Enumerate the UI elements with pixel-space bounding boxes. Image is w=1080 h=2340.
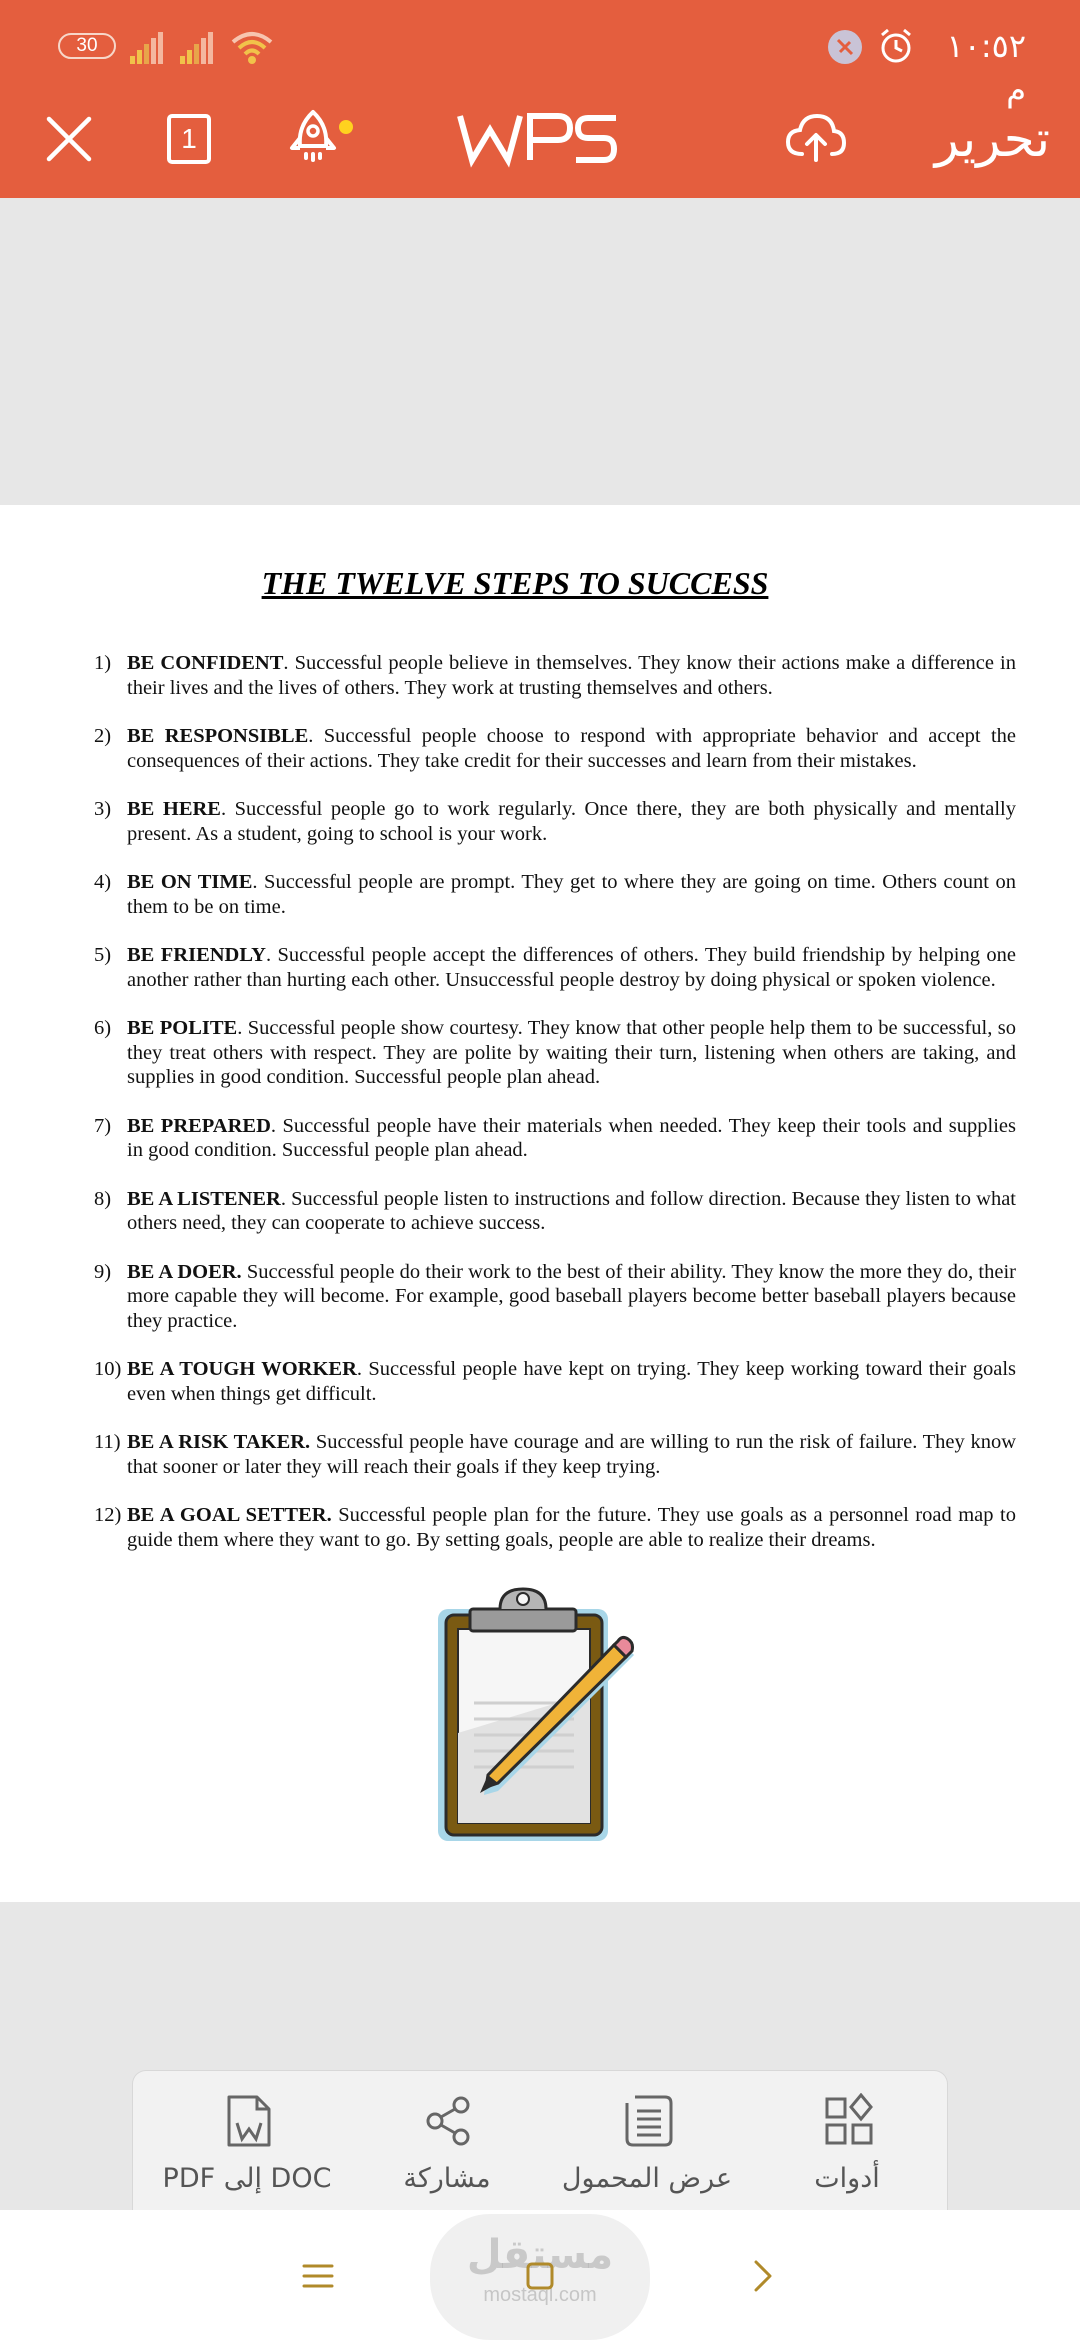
list-item — [94, 1016, 1016, 1090]
tools-icon — [823, 2093, 875, 2149]
step-number: 10) — [94, 1358, 122, 1380]
step-heading: BE CONFIDENT — [127, 652, 284, 674]
step-number: 5) — [94, 944, 112, 966]
step-text: . Successful people listen to instructions and follow direction. Because they listen to what others need, they can cooperate to achieve success. — [127, 1187, 1016, 1234]
alarm-icon — [876, 26, 916, 66]
menu-icon[interactable] — [294, 2252, 342, 2300]
step-heading: BE A GOAL SETTER. — [127, 1504, 332, 1526]
step-text: . Successful people have their materials when needed. They keep their tools and supplies in good condition. Successful people plan ahead. — [127, 1114, 1016, 1161]
tool-label: أدوات — [814, 2163, 880, 2194]
step-heading: BE RESPONSIBLE — [127, 725, 309, 747]
tool-label: عرض المحمول — [561, 2163, 733, 2194]
status-bar — [0, 0, 1080, 109]
battery-indicator: 30 — [58, 33, 116, 59]
step-text: . Successful people believe in themselves. They know their actions make a difference in their lives and the lives of others. They work at trusting themselves and others. — [127, 652, 1017, 699]
list-item — [94, 943, 1016, 992]
step-number: 4) — [94, 871, 112, 893]
step-text: Successful people plan for the future. They use goals as a personnel road map to guide them where they want to go. By setting goals, people are able to realize their dreams. — [127, 1504, 1016, 1551]
share-icon — [423, 2093, 475, 2149]
signal-strength-icon — [178, 30, 220, 64]
home-icon[interactable] — [516, 2252, 564, 2300]
step-number: 7) — [94, 1114, 112, 1137]
step-heading: BE A DOER. — [127, 1260, 242, 1283]
tabs-button[interactable] — [154, 104, 224, 174]
tools-button[interactable] — [747, 2071, 947, 2211]
bottom-toolbar — [132, 2070, 948, 2210]
step-heading: BE FRIENDLY — [127, 944, 266, 966]
step-heading: BE POLITE — [127, 1017, 238, 1039]
system-nav-bar — [0, 2210, 1080, 2340]
step-number: 9) — [94, 1260, 112, 1283]
step-heading: BE ON TIME — [127, 871, 253, 893]
list-item — [94, 724, 1016, 773]
document-page[interactable] — [0, 505, 1080, 1902]
step-text: . Successful people are prompt. They get to where they are going on time. Others count on them to be on time. — [127, 871, 1016, 918]
step-text: . Successful people go to work regularly. Once there, they are both physically and mentally present. As a student, going to school is your work. — [127, 798, 1016, 845]
clipboard-pencil-illustration — [434, 1583, 644, 1847]
top-bar — [0, 0, 1080, 198]
back-icon[interactable] — [738, 2252, 786, 2300]
watermark-arabic: مستقل — [466, 2232, 614, 2278]
list-item — [94, 1430, 1016, 1479]
upload-cloud-icon[interactable] — [780, 104, 850, 174]
mobile-view-button[interactable] — [547, 2071, 747, 2211]
wifi-icon — [230, 28, 274, 66]
list-item — [94, 1357, 1016, 1406]
step-text: . Successful people show courtesy. They know that other people help them to be successful, so they treat others with respect. They are polite by waiting their turn, listening when others are taking, and supplies in good condition. Successful people plan ahead. — [127, 1017, 1016, 1088]
document-title: THE TWELVE STEPS TO SUCCESS — [261, 565, 769, 601]
list-item — [94, 797, 1016, 846]
pdf-to-doc-button[interactable] — [147, 2071, 347, 2211]
step-text: Successful people have courage and are willing to run the risk of failure. They know that sooner or later they will reach their goals if they keep trying. — [127, 1431, 1016, 1478]
step-heading: BE PREPARED — [127, 1114, 271, 1137]
step-text: . Successful people choose to respond with appropriate behavior and accept the consequences of their actions. They take credit for their successes and learn from their mistakes. — [127, 725, 1016, 772]
step-number: 6) — [94, 1017, 112, 1039]
step-number: 1) — [94, 652, 112, 674]
watermark-latin: mostaql.com — [483, 2284, 597, 2306]
list-item — [94, 1187, 1016, 1236]
steps-list — [94, 651, 1016, 1576]
share-button[interactable] — [347, 2071, 547, 2211]
step-text: . Successful people have kept on trying. They keep working toward their goals even when things get difficult. — [127, 1358, 1016, 1405]
list-item — [94, 1260, 1016, 1334]
signal-strength-icon — [128, 30, 170, 64]
tool-label: مشاركة — [403, 2163, 491, 2194]
list-item — [94, 870, 1016, 919]
step-heading: BE A RISK TAKER. — [127, 1431, 311, 1453]
list-item — [94, 1114, 1016, 1163]
step-number: 12) — [94, 1504, 122, 1526]
tool-label: PDF إلى DOC — [162, 2163, 332, 2194]
edit-button[interactable]: تحرير — [934, 110, 1050, 168]
step-number: 3) — [94, 798, 112, 820]
step-heading: BE A TOUGH WORKER — [127, 1358, 357, 1380]
do-not-disturb-icon — [826, 28, 864, 66]
tab-count: 1 — [181, 123, 197, 154]
notification-dot — [339, 120, 353, 134]
close-icon[interactable] — [34, 104, 104, 174]
wps-logo — [456, 108, 620, 168]
list-item — [94, 651, 1016, 700]
clock: ١٠:٥٢ م — [946, 27, 1026, 109]
step-heading: BE HERE — [127, 798, 221, 820]
list-item — [94, 1503, 1016, 1552]
step-number: 8) — [94, 1187, 112, 1210]
mobile-view-icon — [623, 2093, 675, 2149]
step-number: 11) — [94, 1431, 121, 1453]
step-number: 2) — [94, 725, 112, 747]
step-heading: BE A LISTENER — [127, 1187, 281, 1210]
step-text: . Successful people accept the differences of others. They build friendship by helping one another rather than hurting each other. Unsuccessful people destroy by doing physical or spoken violence. — [127, 944, 1016, 991]
pdf-to-doc-icon — [223, 2093, 275, 2149]
step-text: Successful people do their work to the best of their ability. They know the more they do, their more capable they will become. For example, good baseball players become better baseball players because they practice. — [127, 1260, 1016, 1332]
rocket-icon[interactable] — [278, 104, 348, 174]
